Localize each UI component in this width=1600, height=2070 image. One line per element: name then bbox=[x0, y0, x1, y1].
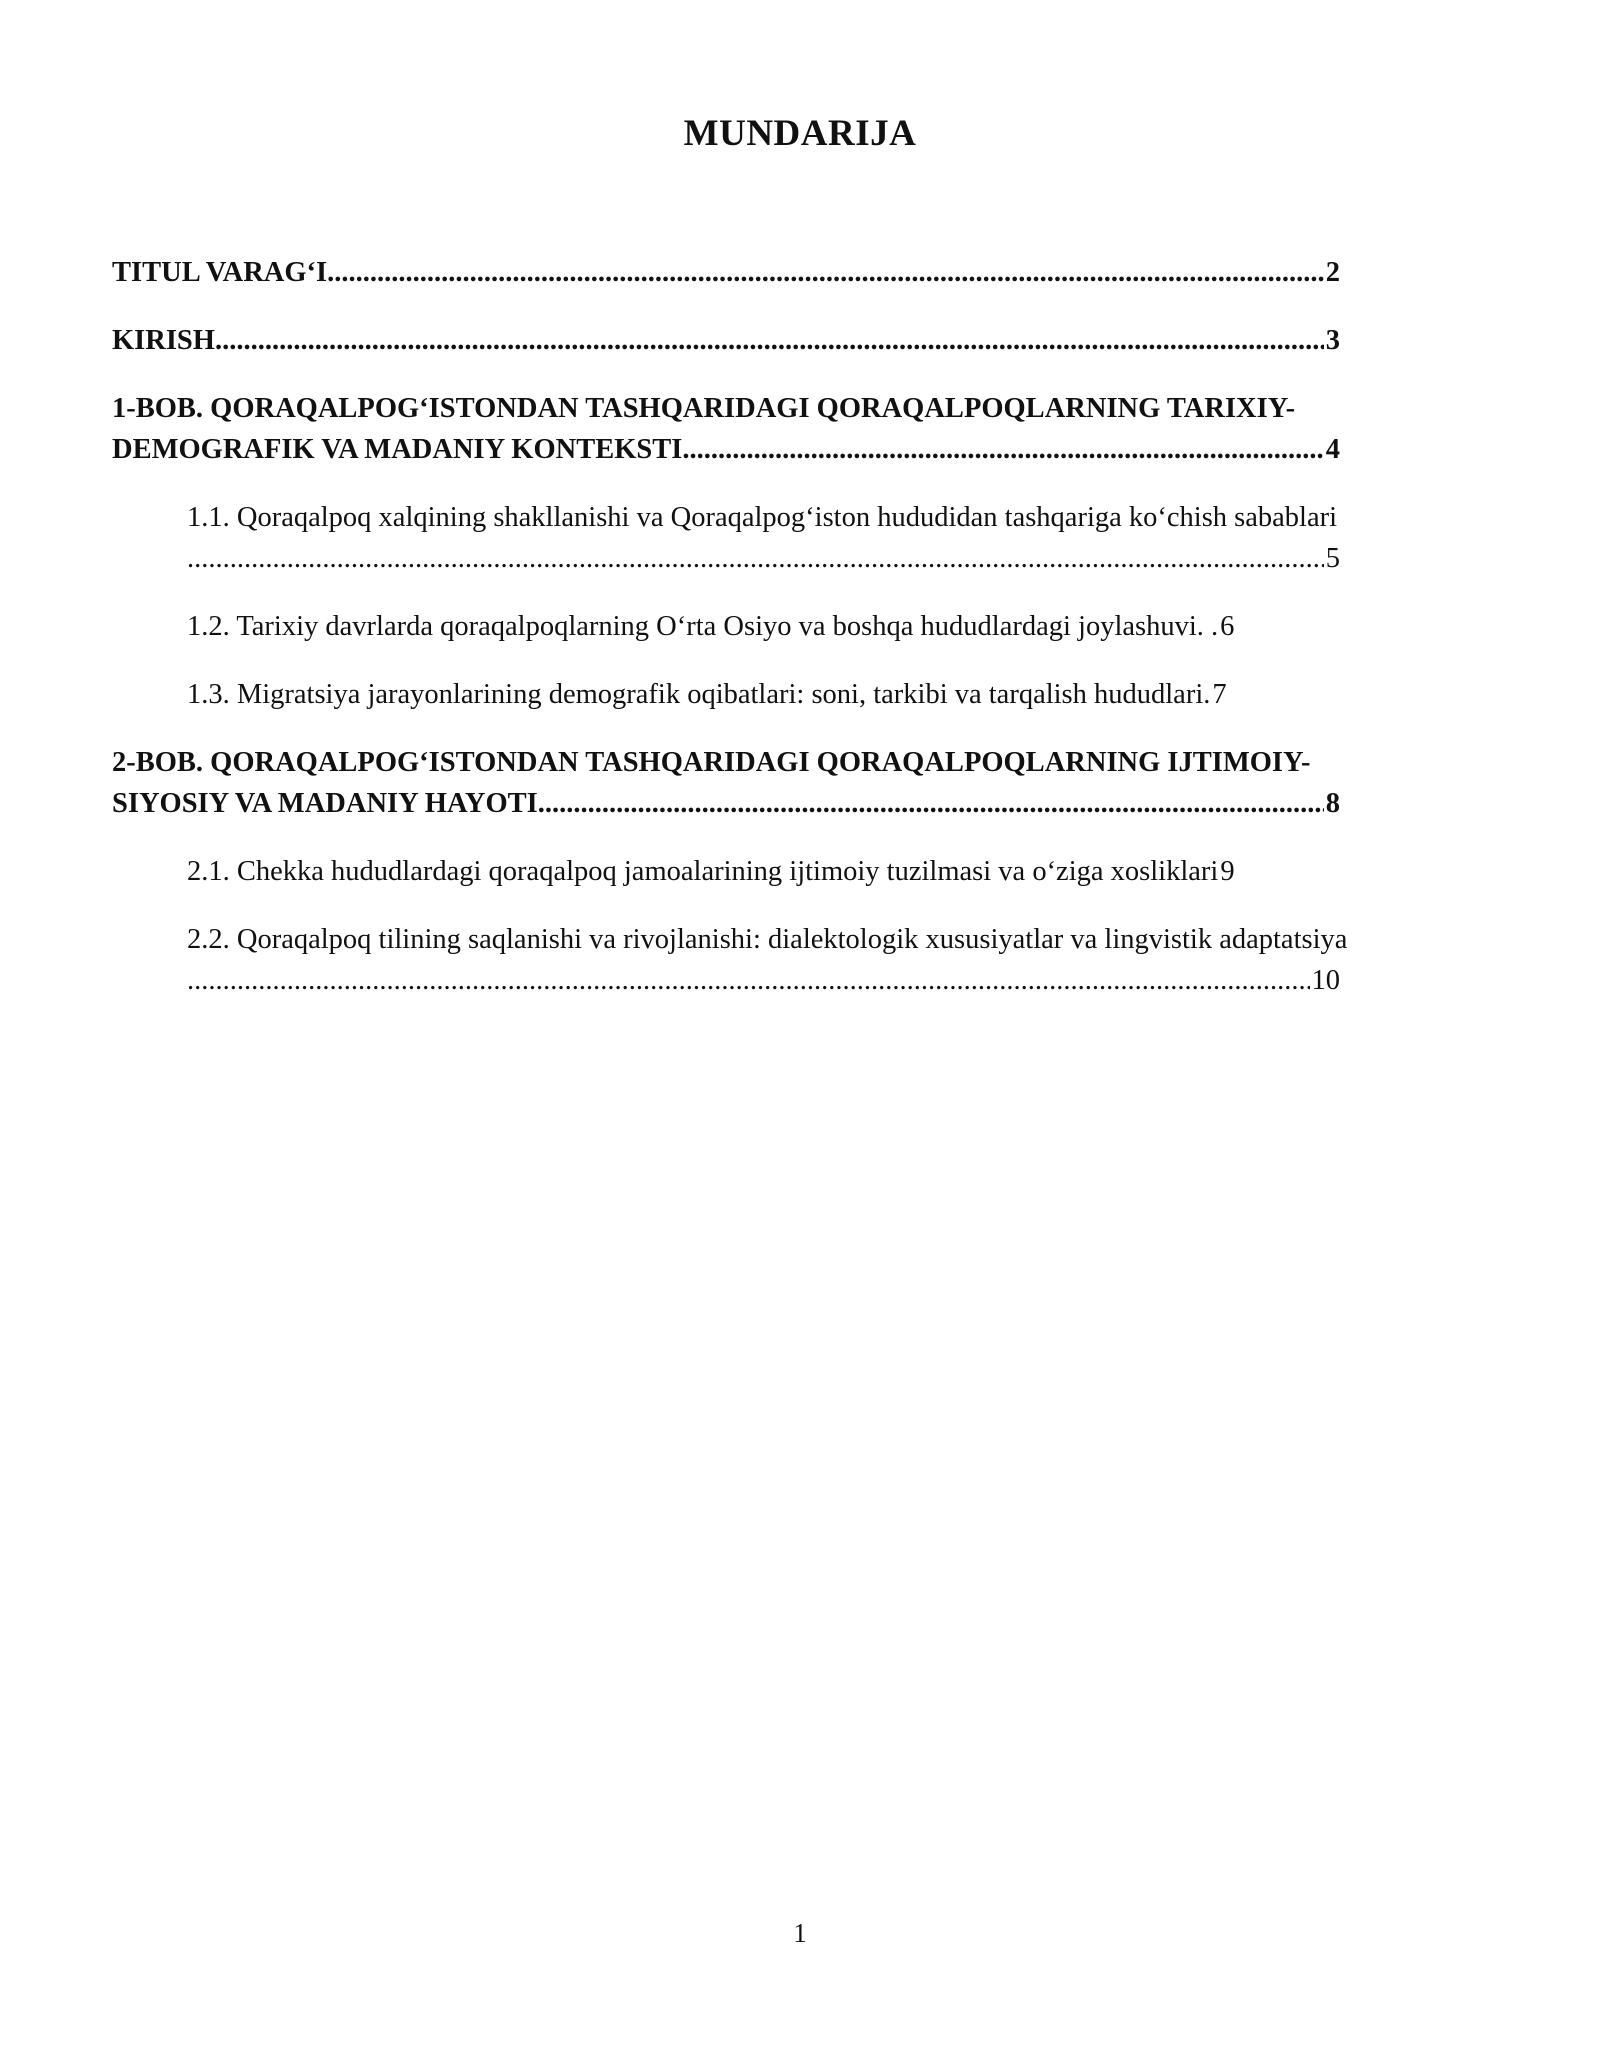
toc-entry-section-1-2[interactable] bbox=[112, 606, 1340, 647]
dot-leader bbox=[327, 252, 1324, 293]
toc-entry-kirish[interactable] bbox=[112, 320, 1340, 361]
toc-entry-text-line2: SIYOSIY VA MADANIY HAYOTI bbox=[112, 788, 538, 819]
toc-entry-section-2-1[interactable] bbox=[112, 851, 1340, 892]
toc-page-number: 5 bbox=[1325, 543, 1340, 574]
toc-entry-titul[interactable] bbox=[112, 252, 1340, 293]
toc-entry-text-line1: 1.1. Qoraqalpoq xalqining shakllanishi va Qoraqalpog‘iston hududidan tashqariga ko‘chish sabablari bbox=[187, 502, 1338, 533]
toc-entry-text-line1: 2-BOB. QORAQALPOG‘ISTONDAN TASHQARIDAGI QORAQALPOQLARNING IJTIMOIY- bbox=[112, 747, 1311, 778]
toc-entry-text-line1: 2.2. Qoraqalpoq tilining saqlanishi va rivojlanishi: dialektologik xususiyatlar va lingvistik adaptatsiya bbox=[187, 924, 1348, 955]
toc-entry-section-1-1[interactable] bbox=[112, 497, 1340, 579]
toc-entry-chapter-2[interactable] bbox=[112, 742, 1340, 824]
toc-entry-text: TITUL VARAG‘I bbox=[112, 257, 328, 288]
toc-page-number: 7 bbox=[1212, 679, 1227, 710]
dot-leader bbox=[187, 538, 1324, 579]
dot-leader bbox=[682, 429, 1323, 470]
toc-page-number: 3 bbox=[1325, 325, 1340, 356]
toc-page-number: 8 bbox=[1325, 788, 1340, 819]
toc-entry-text: 1.3. Migratsiya jarayonlarining demografik oqibatlari: soni, tarkibi va tarqalish hududlari. bbox=[187, 679, 1211, 710]
toc-page-number: 2 bbox=[1325, 257, 1340, 288]
toc-page-number: 9 bbox=[1220, 856, 1235, 887]
dot-leader bbox=[538, 783, 1324, 824]
toc-page-number: 10 bbox=[1311, 965, 1340, 996]
toc-entry-text-line1: 1-BOB. QORAQALPOG‘ISTONDAN TASHQARIDAGI QORAQALPOQLARNING TARIXIY- bbox=[112, 393, 1296, 424]
toc-entry-text: 1.2. Tarixiy davrlarda qoraqalpoqlarning O‘rta Osiyo va boshqa hududlardagi joylashuvi. . bbox=[187, 611, 1219, 642]
toc-entry-text: KIRISH bbox=[112, 325, 215, 356]
toc-entry-chapter-1[interactable] bbox=[112, 388, 1340, 470]
dot-leader bbox=[215, 320, 1324, 361]
page-number: 1 bbox=[793, 1918, 807, 1948]
toc-page-number: 6 bbox=[1220, 611, 1235, 642]
toc-page-number: 4 bbox=[1325, 434, 1340, 465]
page-title: MUNDARIJA bbox=[683, 113, 917, 154]
toc-entry-section-1-3[interactable] bbox=[112, 674, 1340, 715]
toc-entry-text: 2.1. Chekka hududlardagi qoraqalpoq jamoalarining ijtimoiy tuzilmasi va o‘ziga xosliklari bbox=[187, 856, 1219, 887]
table-of-contents bbox=[112, 252, 1348, 1028]
toc-entry-text-line2: DEMOGRAFIK VA MADANIY KONTEKSTI bbox=[112, 434, 683, 465]
dot-leader bbox=[187, 960, 1310, 1001]
toc-entry-section-2-2[interactable] bbox=[112, 919, 1348, 1001]
